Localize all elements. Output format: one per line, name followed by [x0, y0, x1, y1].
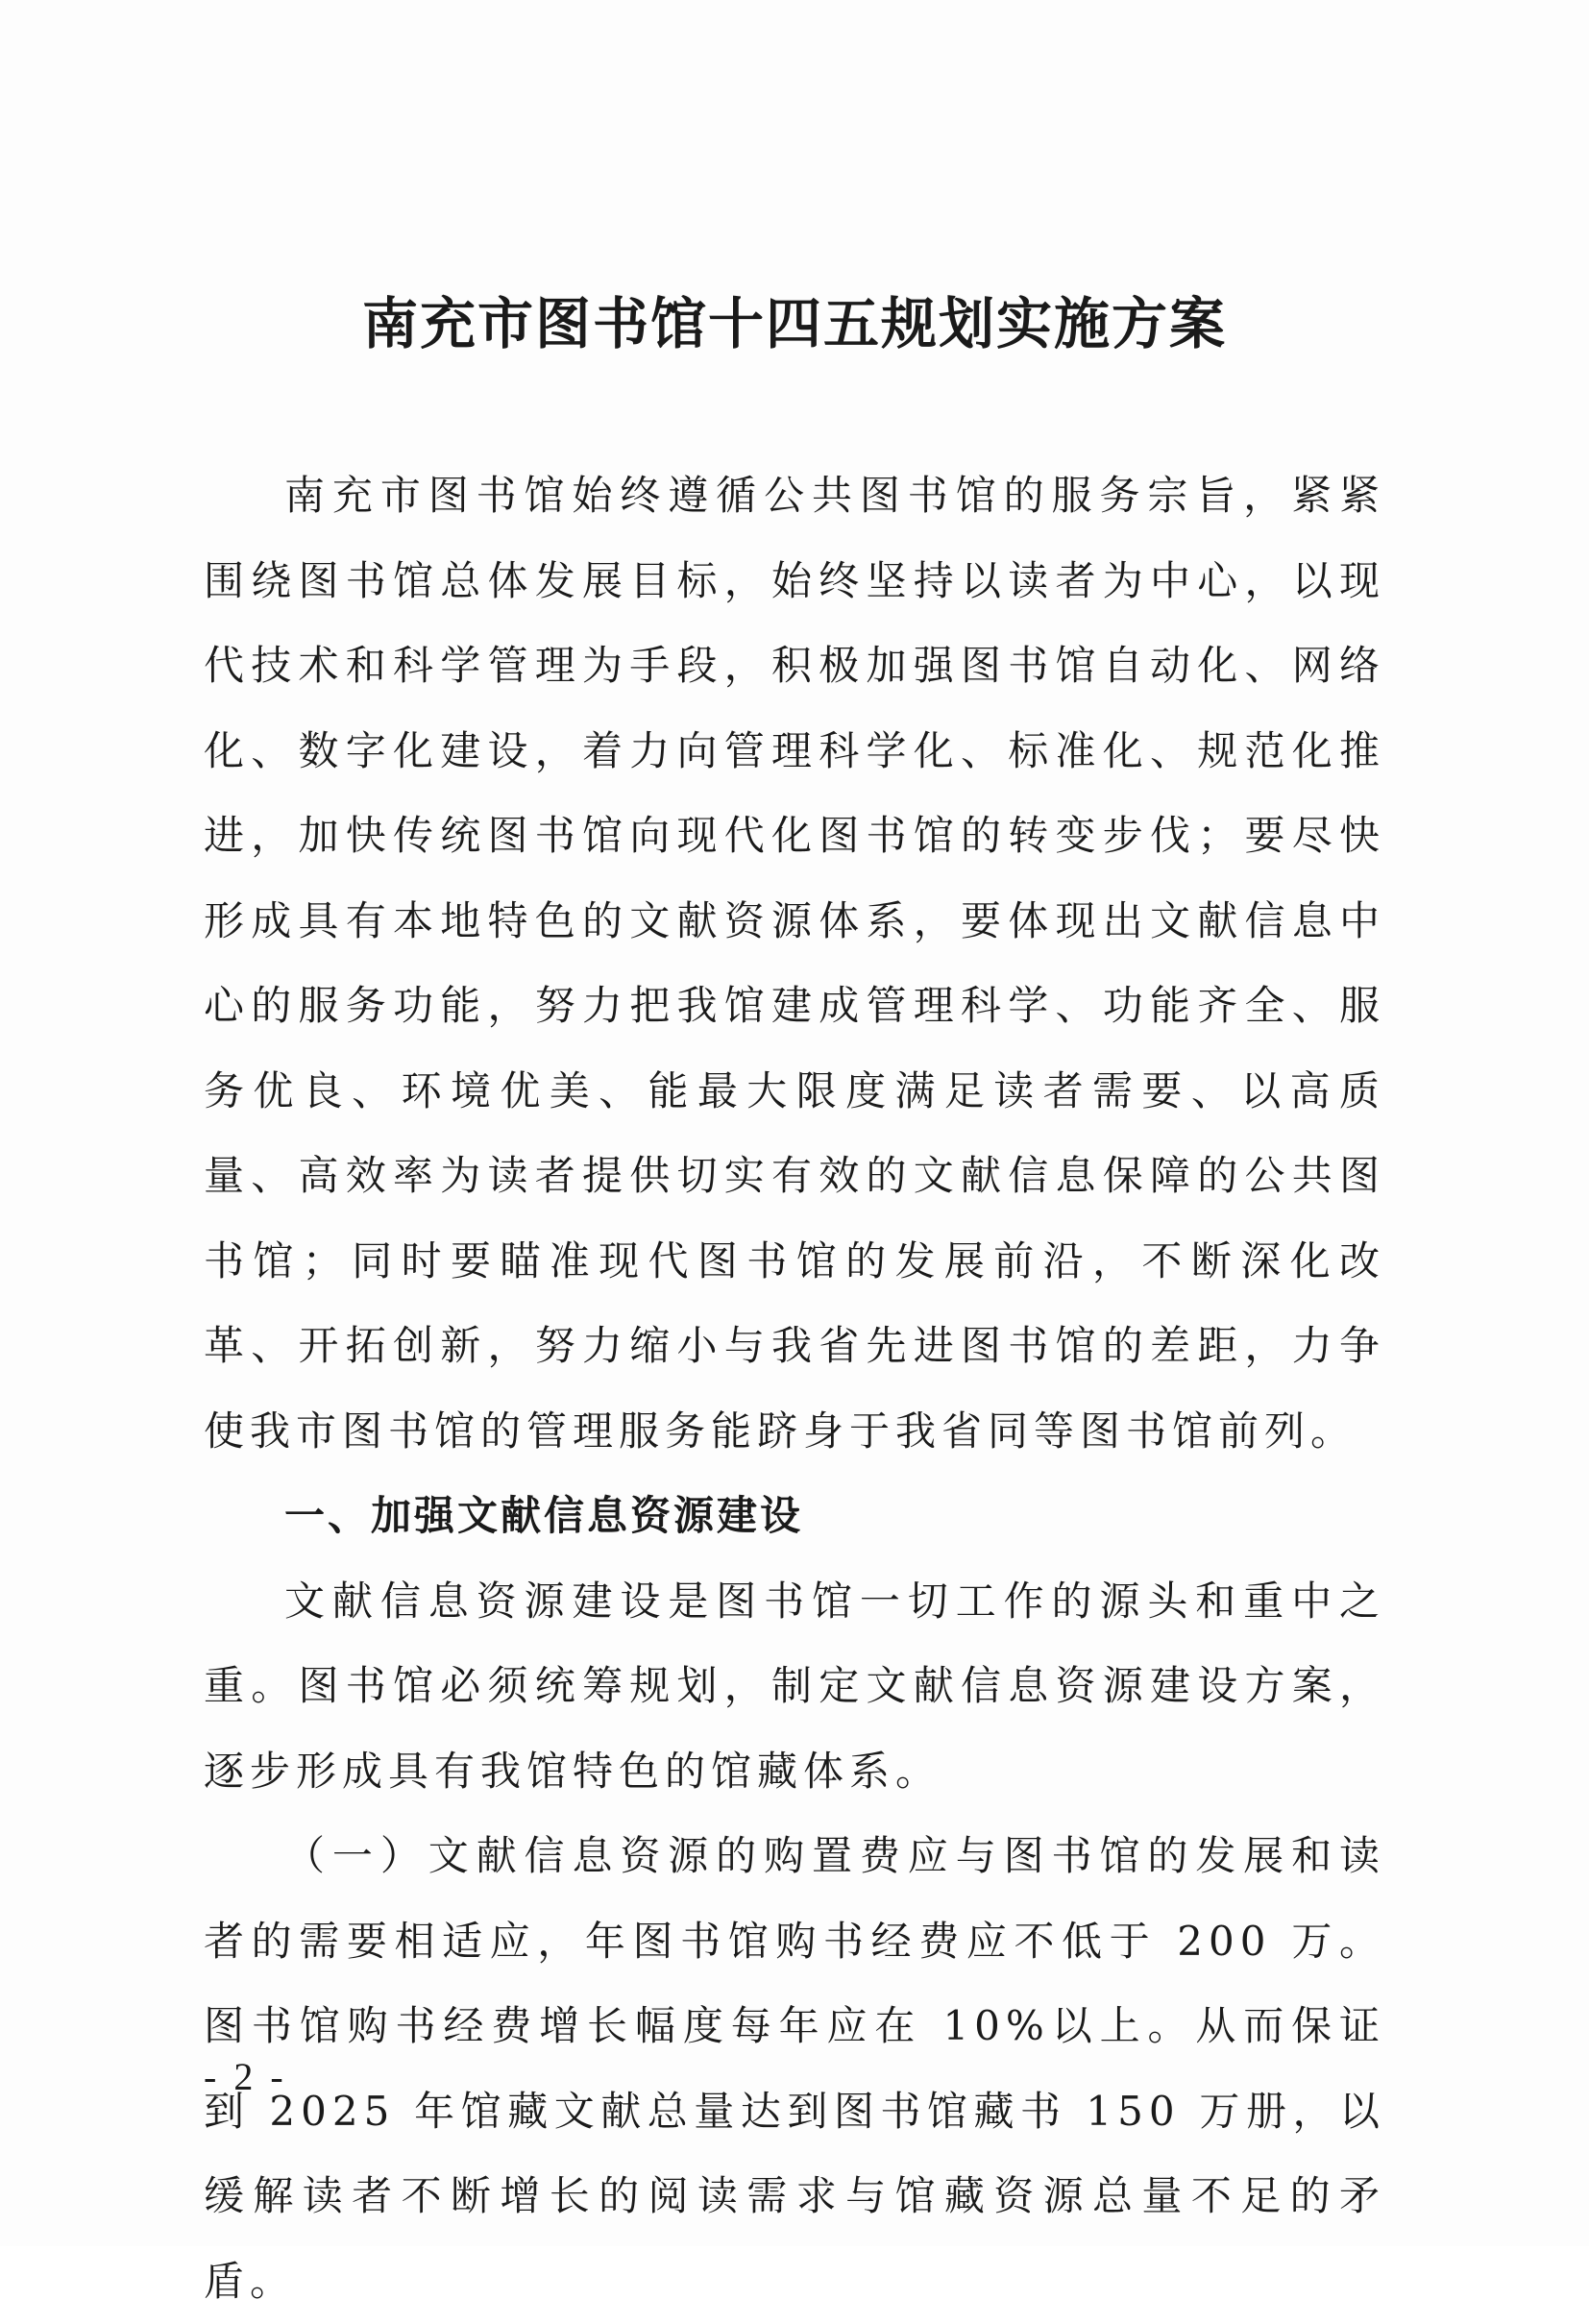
subsection-paragraph: （一）文献信息资源的购置费应与图书馆的发展和读者的需要相适应，年图书馆购书经费应不低于 200 万。图书馆购书经费增长幅度每年应在 10%以上。从而保证到 2025 年馆藏文献总量达到图书馆藏书 150 万册，以缓解读者不断增长的阅读需求与馆藏资源总量不足的矛盾。 — [204, 1832, 1385, 2305]
document-body — [204, 453, 1385, 2324]
section-paragraph: 文献信息资源建设是图书馆一切工作的源头和重中之重。图书馆必须统筹规划，制定文献信息资源建设方案，逐步形成具有我馆特色的馆藏体系。 — [204, 1577, 1385, 1795]
document-title: 南充市图书馆十四五规划实施方案 — [361, 291, 1227, 356]
intro-paragraph: 南充市图书馆始终遵循公共图书馆的服务宗旨，紧紧围绕图书馆总体发展目标，始终坚持以读者为中心，以现代技术和科学管理为手段，积极加强图书馆自动化、网络化、数字化建设，着力向管理科学化、标准化、规范化推进，加快传统图书馆向现代化图书馆的转变步伐；要尽快形成具有本地特色的文献资源体系，要体现出文献信息中心的服务功能，努力把我馆建成管理科学、功能齐全、服务优良、环境优美、能最大限度满足读者需要、以高质量、高效率为读者提供切实有效的文献信息保障的公共图书馆；同时要瞄准现代图书馆的发展前沿，不断深化改革、开拓创新，努力缩小与我省先进图书馆的差距，力争使我市图书馆的管理服务能跻身于我省同等图书馆前列。 — [204, 472, 1385, 1455]
section-heading: 一、加强文献信息资源建设 — [284, 1492, 804, 1539]
page-number: - 2 - — [204, 2055, 287, 2098]
